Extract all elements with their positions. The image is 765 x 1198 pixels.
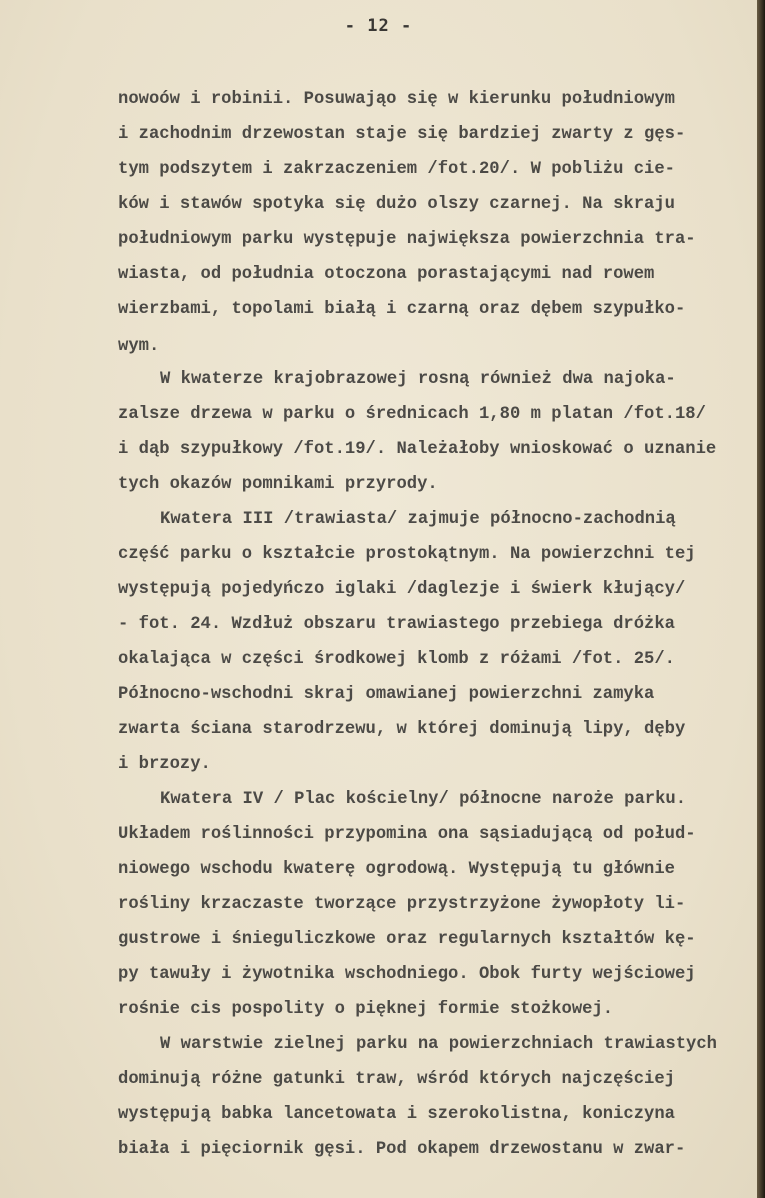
page-number: - 12 - <box>344 16 413 36</box>
text-line: wierzbami, topolami białą i czarną oraz dębem szypułko- <box>118 300 686 319</box>
text-line: ków i stawów spotyka się dużo olszy czarnej. Na skraju <box>118 195 675 214</box>
text-line: dominują różne gatunki traw, wśród których najczęściej <box>118 1070 675 1089</box>
text-line: Kwatera III /trawiasta/ zajmuje północno-zachodnią <box>160 510 676 529</box>
text-line: występują pojedyńczo iglaki /daglezje i świerk kłujący/ <box>118 580 686 599</box>
text-line: Układem roślinności przypomina ona sąsiadującą od połud- <box>118 825 696 844</box>
text-line: - fot. 24. Wzdłuż obszaru trawiastego przebiega dróżka <box>118 615 675 634</box>
text-line: niowego wschodu kwaterę ogrodową. Występują tu głównie <box>118 860 675 879</box>
text-line: część parku o kształcie prostokątnym. Na powierzchni tej <box>118 545 696 564</box>
text-line: Kwatera IV / Plac kościelny/ północne naroże parku. <box>160 790 687 809</box>
text-line: Północno-wschodni skraj omawianej powierzchni zamyka <box>118 685 655 704</box>
text-line: okalająca w części środkowej klomb z różami /fot. 25/. <box>118 650 675 669</box>
page-edge <box>757 0 765 1198</box>
text-line: tym podszytem i zakrzaczeniem /fot.20/. W pobliżu cie- <box>118 160 675 179</box>
text-line: zwarta ściana starodrzewu, w której dominują lipy, dęby <box>118 720 686 739</box>
text-line: W kwaterze krajobrazowej rosną również dwa najoka- <box>160 370 676 389</box>
text-line: biała i pięciornik gęsi. Pod okapem drzewostanu w zwar- <box>118 1140 686 1159</box>
text-line: i brzozy. <box>118 755 211 774</box>
text-line: wiasta, od południa otoczona porastającymi nad rowem <box>118 265 655 284</box>
text-line: zalsze drzewa w parku o średnicach 1,80 m platan /fot.18/ <box>118 405 706 424</box>
text-line: rośliny krzaczaste tworzące przystrzyżone żywopłoty li- <box>118 895 686 914</box>
text-line: W warstwie zielnej parku na powierzchniach trawiastych <box>160 1035 717 1054</box>
text-line: i dąb szypułkowy /fot.19/. Należałoby wnioskować o uznanie <box>118 440 717 459</box>
text-line: gustrowe i śnieguliczkowe oraz regularnych kształtów kę- <box>118 930 696 949</box>
text-line: tych okazów pomnikami przyrody. <box>118 475 438 494</box>
text-line: występują babka lancetowata i szerokolistna, koniczyna <box>118 1105 675 1124</box>
text-line: i zachodnim drzewostan staje się bardziej zwarty z gęs- <box>118 125 686 144</box>
text-line: wym. <box>118 337 160 356</box>
text-line: nowoów i robinii. Posuwająo się w kierunku południowym <box>118 90 675 109</box>
text-line: rośnie cis pospolity o pięknej formie stożkowej. <box>118 1000 614 1019</box>
text-line: py tawuły i żywotnika wschodniego. Obok furty wejściowej <box>118 965 696 984</box>
text-line: południowym parku występuje największa powierzchnia tra- <box>118 230 696 249</box>
